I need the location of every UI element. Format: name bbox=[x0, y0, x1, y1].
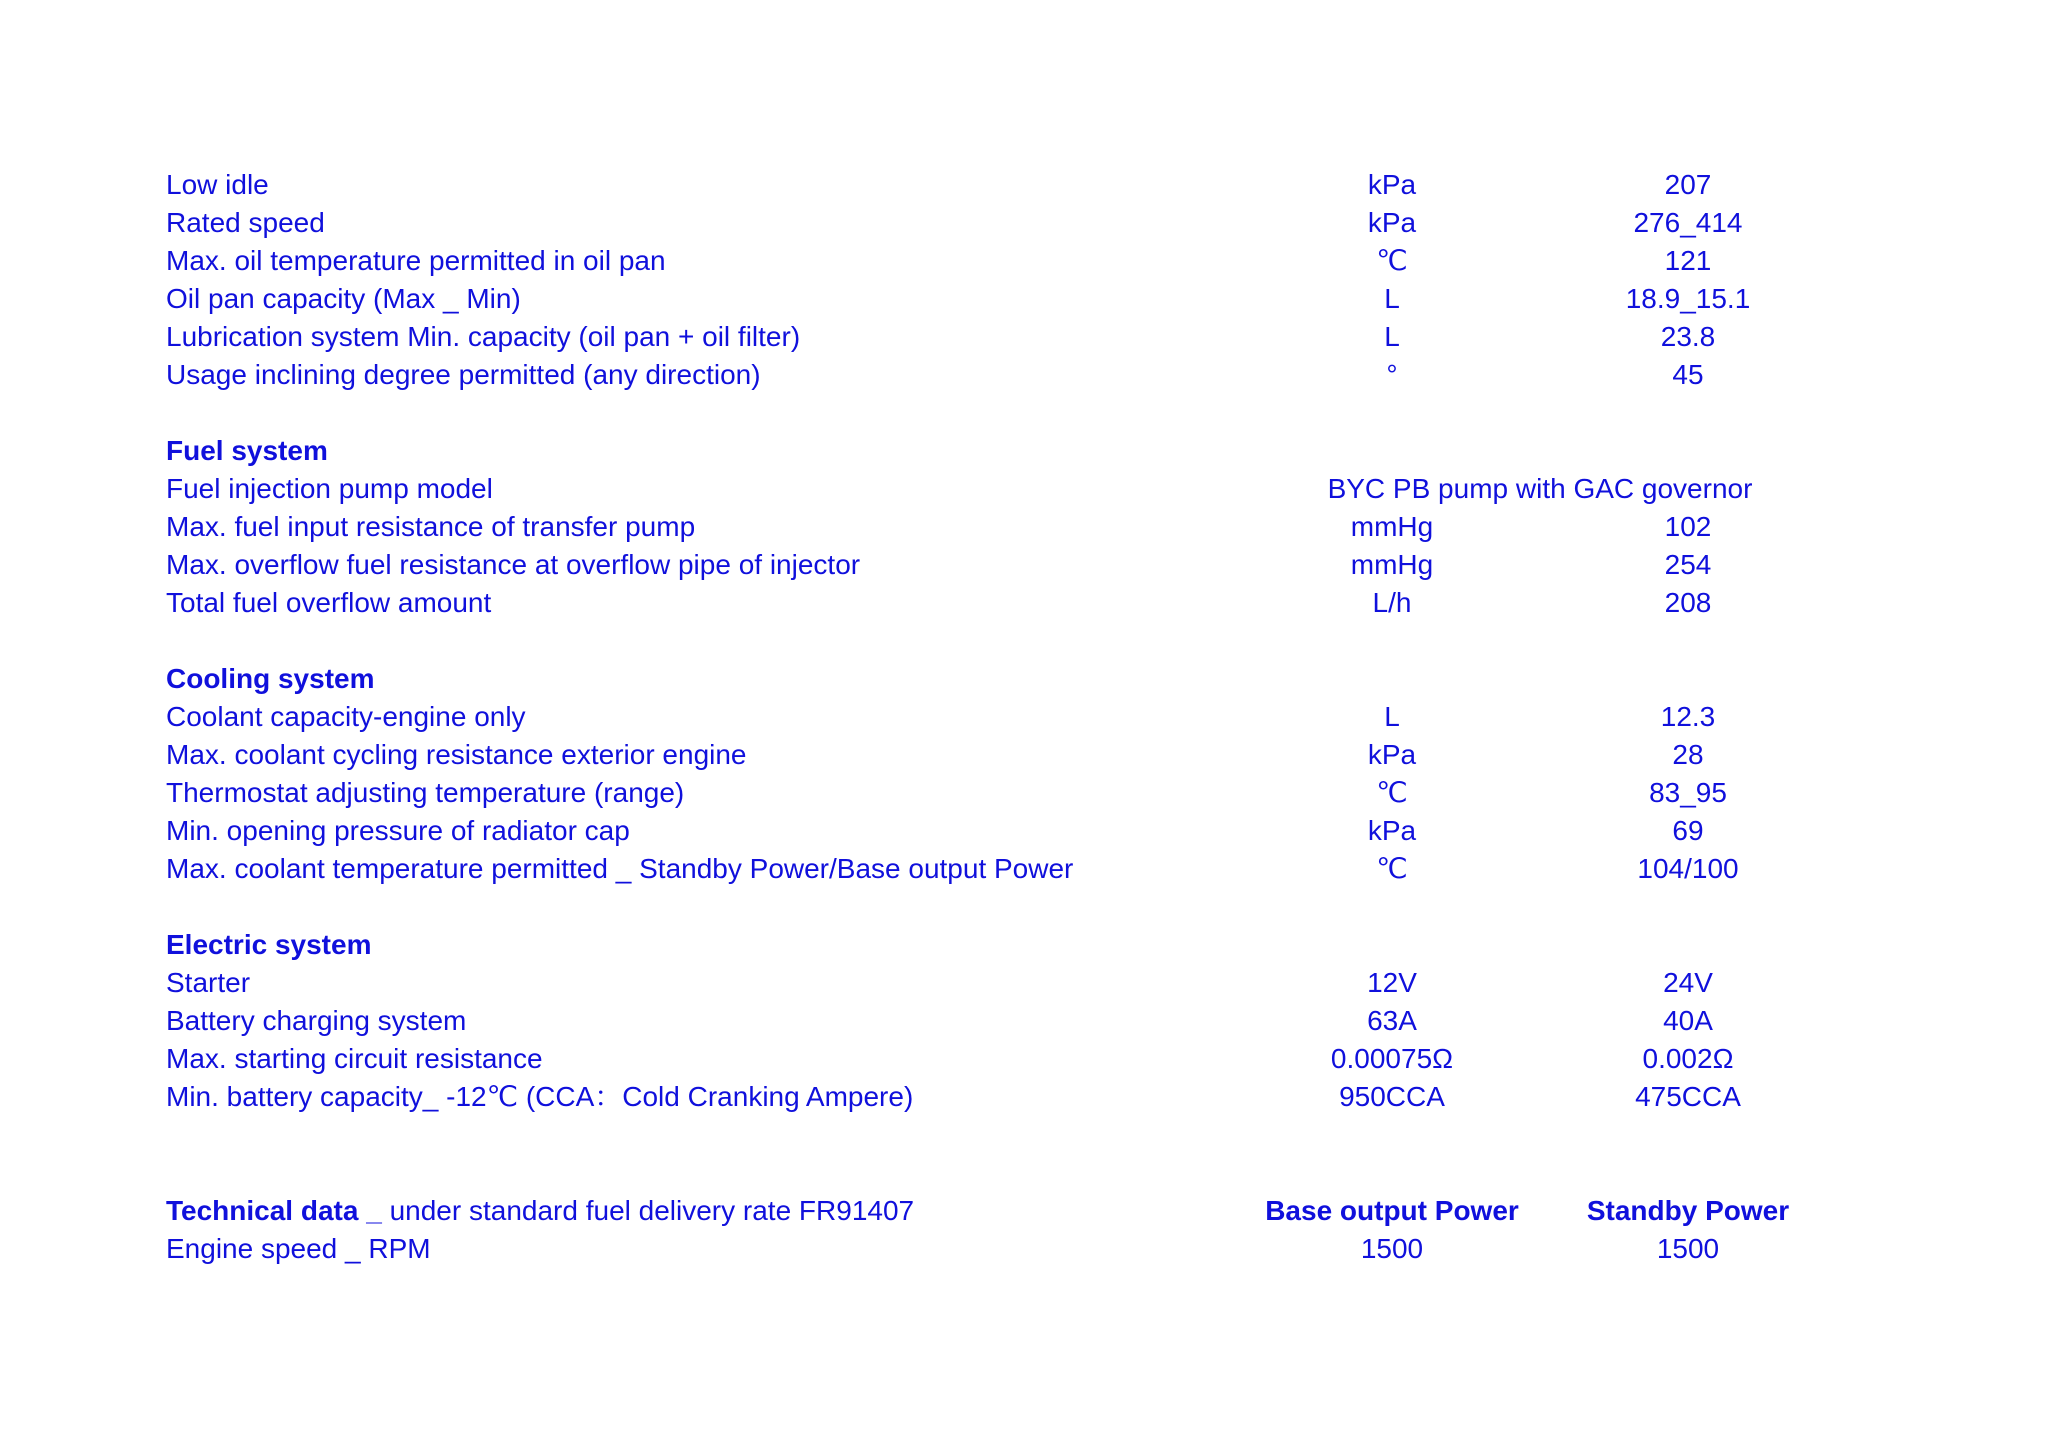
row-unit: 1500 bbox=[1360, 1233, 1424, 1264]
row-label: Thermostat adjusting temperature (range) bbox=[166, 777, 685, 808]
cooling-system-heading bbox=[166, 660, 1906, 698]
row-value: 40A bbox=[1663, 1005, 1713, 1036]
row-unit: ℃ bbox=[1376, 777, 1408, 808]
row-value: 121 bbox=[1664, 245, 1712, 276]
spec-row-inclining-degree bbox=[166, 356, 1906, 394]
row-label: Oil pan capacity (Max _ Min) bbox=[166, 283, 521, 314]
row-label: Total fuel overflow amount bbox=[166, 587, 492, 618]
spec-row-battery-capacity bbox=[166, 1078, 1906, 1116]
row-unit: kPa bbox=[1367, 207, 1417, 238]
spec-row-max-coolant-temp bbox=[166, 850, 1906, 888]
row-label: Max. oil temperature permitted in oil pan bbox=[166, 245, 666, 276]
section-title bbox=[166, 1192, 914, 1230]
spec-row-fuel-pump-model bbox=[166, 470, 1906, 508]
row-value: 102 bbox=[1664, 511, 1712, 542]
row-unit: L bbox=[1384, 321, 1400, 352]
row-unit: mmHg bbox=[1350, 511, 1434, 542]
column-header-standby: Standby Power bbox=[1586, 1195, 1790, 1226]
row-value: 1500 bbox=[1656, 1233, 1720, 1264]
row-unit: 0.00075Ω bbox=[1330, 1043, 1454, 1074]
spec-row-lubrication-min-capacity bbox=[166, 318, 1906, 356]
row-label: Coolant capacity-engine only bbox=[166, 701, 526, 732]
row-label: Max. starting circuit resistance bbox=[166, 1043, 543, 1074]
row-value: 28 bbox=[1672, 739, 1704, 770]
row-label: Engine speed _ RPM bbox=[166, 1233, 431, 1264]
row-unit: mmHg bbox=[1350, 549, 1434, 580]
spec-row-starting-circuit-resistance bbox=[166, 1040, 1906, 1078]
row-label: Max. fuel input resistance of transfer pump bbox=[166, 511, 696, 542]
spec-row-coolant-resistance bbox=[166, 736, 1906, 774]
row-value: 12.3 bbox=[1660, 701, 1716, 732]
row-value: 104/100 bbox=[1637, 853, 1739, 884]
row-value: 45 bbox=[1672, 359, 1704, 390]
section-title: Electric system bbox=[166, 929, 372, 960]
row-unit: L/h bbox=[1372, 587, 1412, 618]
spec-row-fuel-input-resistance bbox=[166, 508, 1906, 546]
spec-row-coolant-capacity bbox=[166, 698, 1906, 736]
section-title: Fuel system bbox=[166, 435, 328, 466]
row-value: 23.8 bbox=[1660, 321, 1716, 352]
row-label: Min. battery capacity_ -12℃ (CCA：Cold Cranking Ampere) bbox=[166, 1081, 914, 1112]
row-label: Battery charging system bbox=[166, 1005, 467, 1036]
row-label: Lubrication system Min. capacity (oil pan + oil filter) bbox=[166, 321, 801, 352]
row-value: BYC PB pump with GAC governor bbox=[1327, 473, 1753, 504]
row-value: 254 bbox=[1664, 549, 1712, 580]
spec-row-battery-charging bbox=[166, 1002, 1906, 1040]
row-unit: ℃ bbox=[1376, 245, 1408, 276]
spec-row-radiator-cap-pressure bbox=[166, 812, 1906, 850]
row-value: 24V bbox=[1663, 967, 1713, 998]
column-header-base-output: Base output Power bbox=[1265, 1195, 1519, 1226]
fuel-system-heading bbox=[166, 432, 1906, 470]
electric-system-heading bbox=[166, 926, 1906, 964]
row-unit: L bbox=[1384, 283, 1400, 314]
row-value: 83_95 bbox=[1649, 777, 1727, 808]
row-value: 208 bbox=[1664, 587, 1712, 618]
row-value: 276_414 bbox=[1633, 207, 1743, 238]
technical-data-heading bbox=[166, 1192, 1906, 1230]
row-value: 475CCA bbox=[1635, 1081, 1741, 1112]
row-value: 207 bbox=[1664, 169, 1712, 200]
row-value: 0.002Ω bbox=[1642, 1043, 1734, 1074]
spec-row-overflow-resistance bbox=[166, 546, 1906, 584]
spec-row-starter bbox=[166, 964, 1906, 1002]
row-label: Starter bbox=[166, 967, 251, 998]
row-unit: kPa bbox=[1367, 815, 1417, 846]
row-unit: kPa bbox=[1367, 739, 1417, 770]
row-label: Max. overflow fuel resistance at overflow pipe of injector bbox=[166, 549, 861, 580]
section-title-rest: under standard fuel delivery rate FR91407 bbox=[381, 1195, 915, 1226]
row-unit: ° bbox=[1386, 359, 1398, 390]
row-label: Min. opening pressure of radiator cap bbox=[166, 815, 630, 846]
row-label: Fuel injection pump model bbox=[166, 473, 493, 504]
row-label: Max. coolant temperature permitted _ Standby Power/Base output Power bbox=[166, 853, 1074, 884]
spec-row-thermostat-temp bbox=[166, 774, 1906, 812]
spec-sheet bbox=[166, 166, 1906, 1268]
spec-row-oil-pan-capacity bbox=[166, 280, 1906, 318]
row-unit: 63A bbox=[1367, 1005, 1417, 1036]
section-title-bold: Technical data _ bbox=[166, 1195, 382, 1226]
row-unit: 12V bbox=[1367, 967, 1417, 998]
spec-row-engine-speed bbox=[166, 1230, 1906, 1268]
row-unit: L bbox=[1384, 701, 1400, 732]
spec-row-max-oil-temp bbox=[166, 242, 1906, 280]
spec-row-rated-speed bbox=[166, 204, 1906, 242]
row-label: Rated speed bbox=[166, 207, 325, 238]
row-unit: 950CCA bbox=[1339, 1081, 1445, 1112]
row-unit: kPa bbox=[1367, 169, 1417, 200]
row-value: 18.9_15.1 bbox=[1625, 283, 1751, 314]
row-label: Usage inclining degree permitted (any direction) bbox=[166, 359, 761, 390]
spec-row-fuel-overflow-amount bbox=[166, 584, 1906, 622]
row-unit: ℃ bbox=[1376, 853, 1408, 884]
row-value: 69 bbox=[1672, 815, 1704, 846]
row-label: Max. coolant cycling resistance exterior engine bbox=[166, 739, 747, 770]
section-title: Cooling system bbox=[166, 663, 375, 694]
spec-row-low-idle bbox=[166, 166, 1906, 204]
row-label: Low idle bbox=[166, 169, 269, 200]
